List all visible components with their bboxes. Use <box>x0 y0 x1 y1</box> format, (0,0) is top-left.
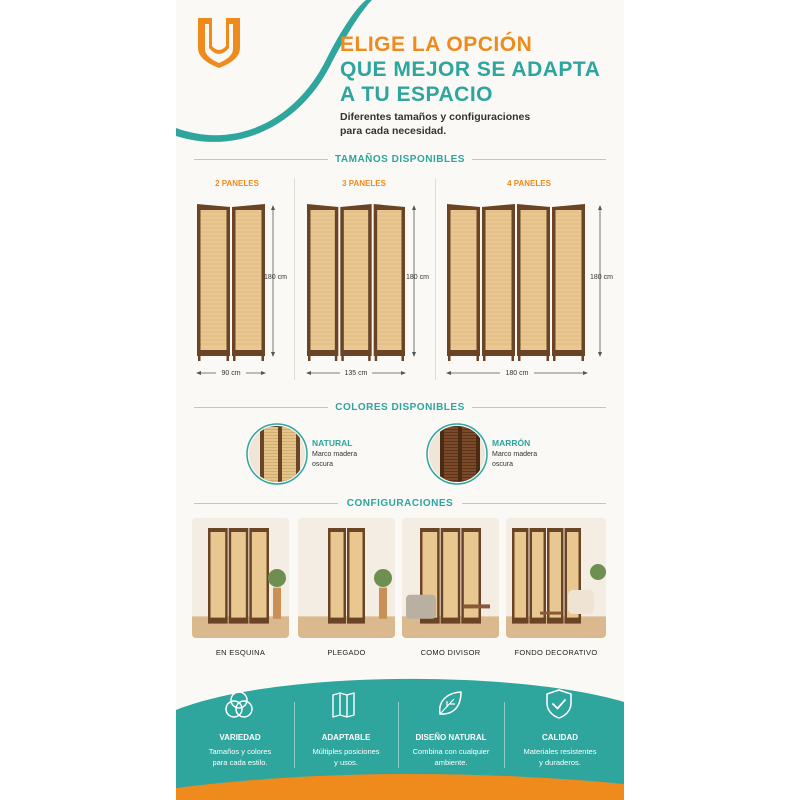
room-illustration <box>298 518 395 638</box>
screen-panel <box>340 204 371 361</box>
leaf-icon <box>434 688 466 720</box>
feature-desc-calidad-1: Materiales resistentes <box>523 747 597 756</box>
config-caption-plegado: PLEGADO <box>327 648 366 657</box>
subtitle-line2: para cada necesidad. <box>340 125 447 137</box>
config-caption-divisor: COMO DIVISOR <box>420 648 481 657</box>
divider <box>194 503 338 504</box>
product-card <box>176 0 624 800</box>
headline-line1: ELIGE LA OPCIÓN <box>340 33 533 56</box>
screen-panel <box>307 204 338 361</box>
color-desc-marron-2: oscura <box>492 461 514 468</box>
height-arrow <box>410 205 418 357</box>
color-desc-natural-2: oscura <box>312 461 334 468</box>
width-dim-3: 135 cm <box>344 370 368 377</box>
brand-shield-logo <box>196 16 242 70</box>
screen-panel <box>374 204 405 361</box>
colors-section-title: COLORES DISPONIBLES <box>335 402 465 413</box>
color-desc-marron-1: Marco madera <box>492 451 538 458</box>
headline-line3: A TU ESPACIO <box>340 83 494 106</box>
size-label-3: 3 PANELES <box>342 179 386 188</box>
divider <box>472 407 606 408</box>
color-swatch-natural[interactable] <box>246 423 308 485</box>
screen-2-panels <box>196 200 266 362</box>
divider <box>504 702 505 768</box>
height-dim-3: 180 cm <box>406 274 429 281</box>
config-photo-divisor <box>402 518 499 638</box>
divider <box>398 702 399 768</box>
room-illustration <box>192 518 289 638</box>
config-photo-fondo <box>506 518 606 638</box>
height-dim-2: 180 cm <box>264 274 287 281</box>
width-dim-4: 180 cm <box>505 370 529 377</box>
color-desc-natural-1: Marco madera <box>312 451 358 458</box>
subtitle-line1: Diferentes tamaños y configuraciones <box>340 111 531 123</box>
shield-check-icon <box>544 688 574 720</box>
divider <box>435 178 436 380</box>
folding-screen-icon <box>330 690 360 720</box>
feature-desc-calidad-2: y duraderos. <box>539 758 581 767</box>
feature-title-variedad: VARIEDAD <box>219 733 261 742</box>
config-caption-fondo: FONDO DECORATIVO <box>514 648 598 657</box>
screen-4-panels <box>446 200 586 362</box>
feature-desc-variedad-2: para cada estilo. <box>212 758 268 767</box>
config-photo-plegado <box>298 518 395 638</box>
circles-icon <box>224 690 254 720</box>
divider <box>462 503 606 504</box>
height-arrow <box>596 205 604 357</box>
screen-panel <box>197 204 230 361</box>
room-illustration <box>506 518 606 638</box>
screen-panel <box>447 204 480 361</box>
height-arrow <box>269 205 277 357</box>
headline-line2: QUE MEJOR SE ADAPTA <box>340 58 601 81</box>
screen-panel <box>232 204 265 361</box>
sizes-section-title: TAMAÑOS DISPONIBLES <box>335 154 465 165</box>
configs-section-title: CONFIGURACIONES <box>346 498 454 509</box>
color-name-natural: NATURAL <box>312 438 353 448</box>
divider <box>294 702 295 768</box>
color-swatch-marron[interactable] <box>426 423 488 485</box>
feature-desc-diseno-1: Combina con cualquier <box>412 747 490 756</box>
config-photo-esquina <box>192 518 289 638</box>
config-caption-esquina: EN ESQUINA <box>215 648 266 657</box>
size-label-4: 4 PANELES <box>507 179 551 188</box>
divider <box>294 178 295 380</box>
screen-panel <box>552 204 585 361</box>
feature-desc-diseno-2: ambiente. <box>434 758 468 767</box>
divider <box>194 407 328 408</box>
screen-panel <box>517 204 550 361</box>
features-band <box>176 660 624 800</box>
size-label-2: 2 PANELES <box>215 179 259 188</box>
feature-title-adaptable: ADAPTABLE <box>321 733 371 742</box>
feature-title-diseno: DISEÑO NATURAL <box>415 733 487 742</box>
room-illustration <box>402 518 499 638</box>
height-dim-4: 180 cm <box>590 274 613 281</box>
color-name-marron: MARRÓN <box>492 438 531 448</box>
divider <box>472 159 606 160</box>
screen-panel <box>482 204 515 361</box>
feature-desc-adaptable-1: Múltiples posiciones <box>312 747 380 756</box>
feature-title-calidad: CALIDAD <box>542 733 578 742</box>
feature-desc-variedad-1: Tamaños y colores <box>208 747 272 756</box>
width-dim-2: 90 cm <box>221 370 241 377</box>
divider <box>194 159 328 160</box>
feature-desc-adaptable-2: y usos. <box>334 758 358 767</box>
screen-3-panels <box>306 200 406 362</box>
